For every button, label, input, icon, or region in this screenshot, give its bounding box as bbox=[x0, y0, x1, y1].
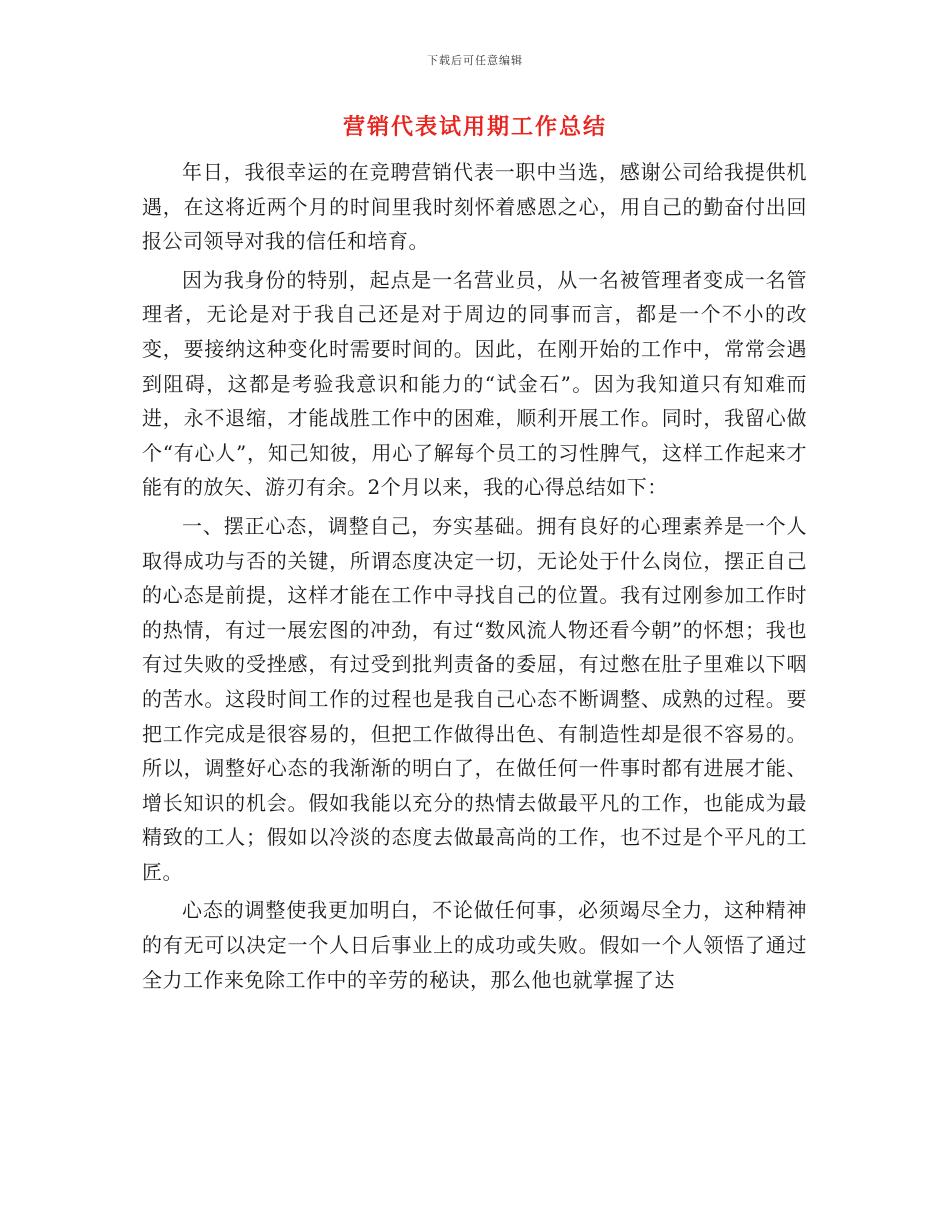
paragraph: 心态的调整使我更加明白，不论做任何事，必须竭尽全力，这种精神的有无可以决定一个人日后事业上的成功或失败。假如一个人领悟了通过全力工作来免除工作中的辛劳的秘诀，那么他也就掌握了达 bbox=[142, 898, 807, 992]
document-body bbox=[142, 155, 807, 1001]
document-title: 营销代表试用期工作总结 bbox=[342, 114, 607, 140]
page-header-note: 下载后可任意编辑 bbox=[427, 54, 523, 67]
paragraph: 一、摆正心态，调整自己，夯实基础。拥有良好的心理素养是一个人取得成功与否的关键，所谓态度决定一切，无论处于什么岗位，摆正自己的心态是前提，这样才能在工作中寻找自己的位置。我有过刚参加工作时的热情，有过一展宏图的冲劲，有过“数风流人物还看今朝”的怀想；我也有过失败的受挫感，有过受到批判责备的委屈，有过憋在肚子里难以下咽的苦水。这段时间工作的过程也是我自己心态不断调整、成熟的过程。要把工作完成是很容易的，但把工作做得出色、有制造性却是很不容易的。所以，调整好心态的我渐渐的明白了，在做任何一件事时都有进展才能、增长知识的机会。假如我能以充分的热情去做最平凡的工作，也能成为最精致的工人；假如以冷淡的态度去做最高尚的工作，也不过是个平凡的工匠。 bbox=[142, 513, 807, 884]
paragraph: 因为我身份的特别，起点是一名营业员，从一名被管理者变成一名管理者，无论是对于我自己还是对于周边的同事而言，都是一个不小的改变，要接纳这种变化时需要时间的。因此，在刚开始的工作中，常常会遇到阻碍，这都是考验我意识和能力的“试金石”。因为我知道只有知难而进，永不退缩，才能战胜工作中的困难，顺利开展工作。同时，我留心做个“有心人”，知己知彼，用心了解每个员工的习性脾气，这样工作起来才能有的放矢、游刃有余。2个月以来，我的心得总结如下： bbox=[142, 267, 807, 500]
paragraph: 年日，我很幸运的在竞聘营销代表一职中当选，感谢公司给我提供机遇，在这将近两个月的时间里我时刻怀着感恩之心，用自己的勤奋付出回报公司领导对我的信任和培育。 bbox=[142, 160, 807, 254]
